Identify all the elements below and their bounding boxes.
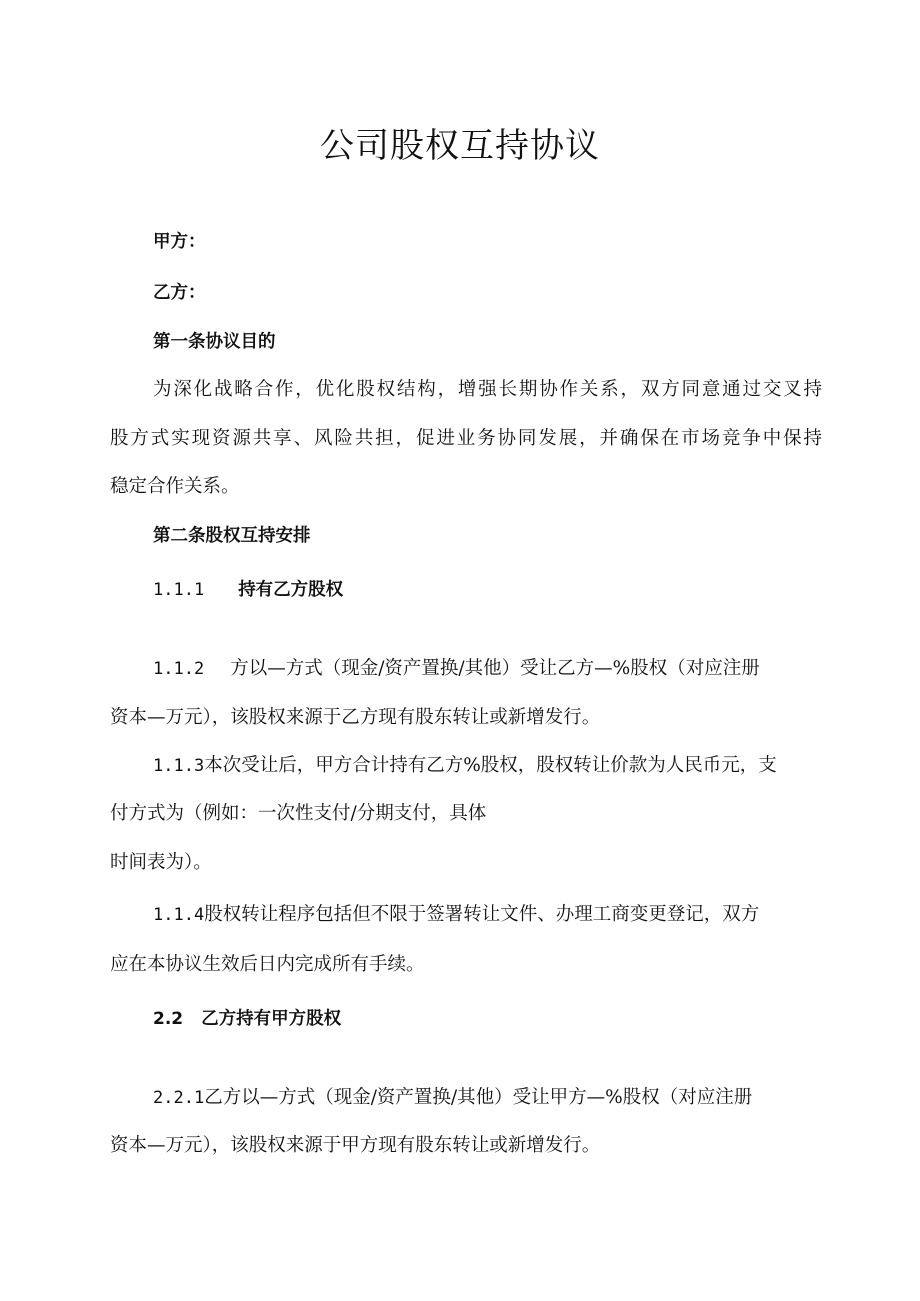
section-1-1-2-line-2: 资本—万元），该股权来源于乙方现有股东转让或新增发行。	[110, 707, 601, 728]
section-2-2-1-line-1	[153, 1085, 822, 1111]
section-1-1-4-number: 1.1.4	[153, 905, 205, 925]
party-a-label: 甲方：	[153, 232, 206, 252]
section-1-1-3-line-1	[153, 753, 822, 779]
section-1-1-3-line-2: 付方式为（例如：一次性支付/分期支付，具体	[110, 803, 487, 824]
section-2-2-title: 乙方持有甲方股权	[201, 1009, 342, 1029]
section-2-2-1-text: 乙方以—方式（现金/资产置换/其他）受让甲方—%股权（对应注册	[204, 1087, 753, 1108]
section-1-1-2-line-1	[153, 656, 822, 682]
article1-line-3: 稳定合作关系。	[110, 476, 240, 497]
section-1-1-1-number: 1.1.1	[153, 580, 205, 600]
article1-heading: 第一条协议目的	[153, 332, 276, 352]
section-1-1-4-text: 股权转让程序包括但不限于签署转让文件、办理工商变更登记，双方	[204, 904, 760, 925]
article1-line-2: 股方式实现资源共享、风险共担，促进业务协同发展，并确保在市场竞争中保持	[110, 428, 822, 449]
section-1-1-1	[153, 577, 822, 603]
section-2-2-1-number: 2.2.1	[153, 1088, 205, 1108]
section-2-2-number: 2.2	[153, 1009, 184, 1029]
section-1-1-2-text: 方以—方式（现金/资产置换/其他）受让乙方—%股权（对应注册	[230, 658, 760, 679]
section-2-2-1-line-2: 资本—万元），该股权来源于甲方现有股东转让或新增发行。	[110, 1135, 601, 1156]
section-1-1-2-number: 1.1.2	[153, 659, 205, 679]
section-1-1-4-line-1	[153, 902, 822, 928]
section-1-1-4-line-2: 应在本协议生效后日内完成所有手续。	[110, 954, 425, 975]
section-1-1-3-text: 本次受让后，甲方合计持有乙方%股权，股权转让价款为人民币元，支	[204, 755, 777, 776]
document-title: 公司股权互持协议	[320, 126, 600, 166]
section-2-2	[153, 1006, 822, 1032]
party-b-label: 乙方：	[153, 283, 206, 303]
section-1-1-1-title: 持有乙方股权	[238, 580, 344, 600]
article2-heading: 第二条股权互持安排	[153, 526, 311, 546]
section-1-1-3-number: 1.1.3	[153, 756, 205, 776]
section-1-1-3-line-3: 时间表为）。	[110, 852, 212, 873]
article1-line-1: 为深化战略合作，优化股权结构，增强长期协作关系，双方同意通过交叉持	[153, 379, 822, 400]
